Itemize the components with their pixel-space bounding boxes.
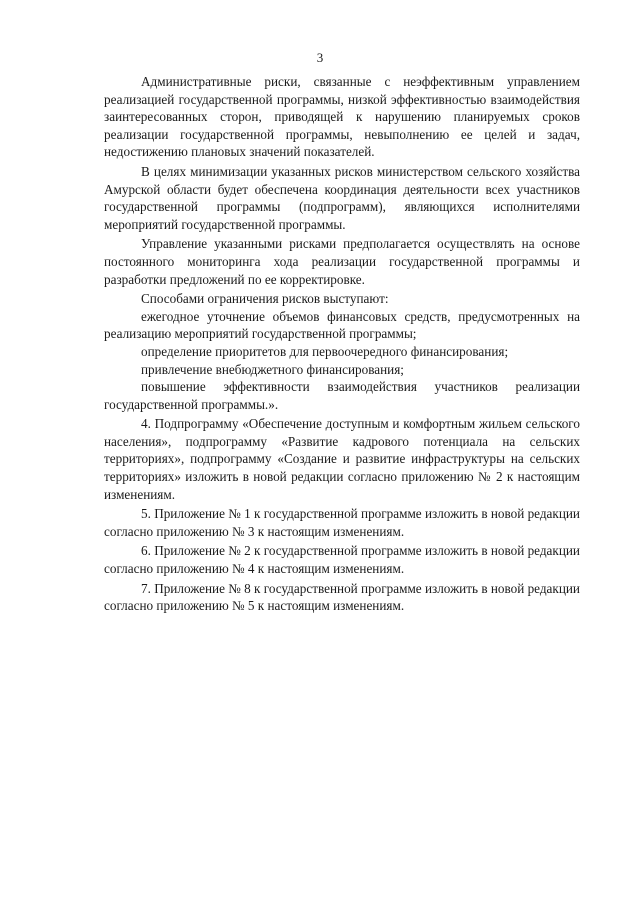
list-item-efficiency: повышение эффективности взаимодействия участников реализации государственной программы.».	[104, 379, 580, 412]
paragraph-item-4: 4. Подпрограмму «Обеспечение доступным и комфортным жильем сельского населения», подпрограмму «Развитие кадрового потенциала на сельских территориях», подпрограмму «Создание и развитие инфраструктуры на сельских территориях» изложить в новой редакции согласно приложению № 2 к настоящим изменениям.	[104, 416, 580, 502]
paragraph-risk-methods-intro: Способами ограничения рисков выступают:	[141, 291, 389, 307]
paragraph-risk-minimization: В целях минимизации указанных рисков министерством сельского хозяйства Амурской области будет обеспечена координация деятельности всех участников государственной программы (подпрограмм), являющихся исполнителями мероприятий государственной программы.	[104, 163, 580, 232]
document-body	[104, 73, 580, 615]
paragraph-risk-management: Управление указанными рисками предполагается осуществлять на основе постоянного мониторинга хода реализации государственной программы и разработки предложений по ее корректировке.	[104, 236, 580, 287]
paragraph-item-5: 5. Приложение № 1 к государственной программе изложить в новой редакции согласно приложению № 3 к настоящим изменениям.	[104, 506, 580, 539]
paragraph-administrative-risks: Административные риски, связанные с неэффективным управлением реализацией государственной программы, низкой эффективностью взаимодействия заинтересованных сторон, приводящей к нарушению планируемых сроков реализации государственной программы, невыполнению ее целей и задач, недостижению плановых значений показателей.	[104, 74, 580, 160]
list-item-priorities: определение приоритетов для первоочередного финансирования;	[141, 343, 509, 359]
list-item-extrabudgetary: привлечение внебюджетного финансирования;	[141, 361, 404, 377]
list-item-funding-refinement: ежегодное уточнение объемов финансовых средств, предусмотренных на реализацию мероприятий государственной программы;	[104, 308, 580, 342]
paragraph-item-7: 7. Приложение № 8 к государственной программе изложить в новой редакции согласно приложению № 5 к настоящим изменениям.	[104, 580, 580, 614]
paragraph-item-6: 6. Приложение № 2 к государственной программе изложить в новой редакции согласно приложению № 4 к настоящим изменениям.	[104, 543, 580, 577]
page-number: 3	[316, 50, 324, 65]
